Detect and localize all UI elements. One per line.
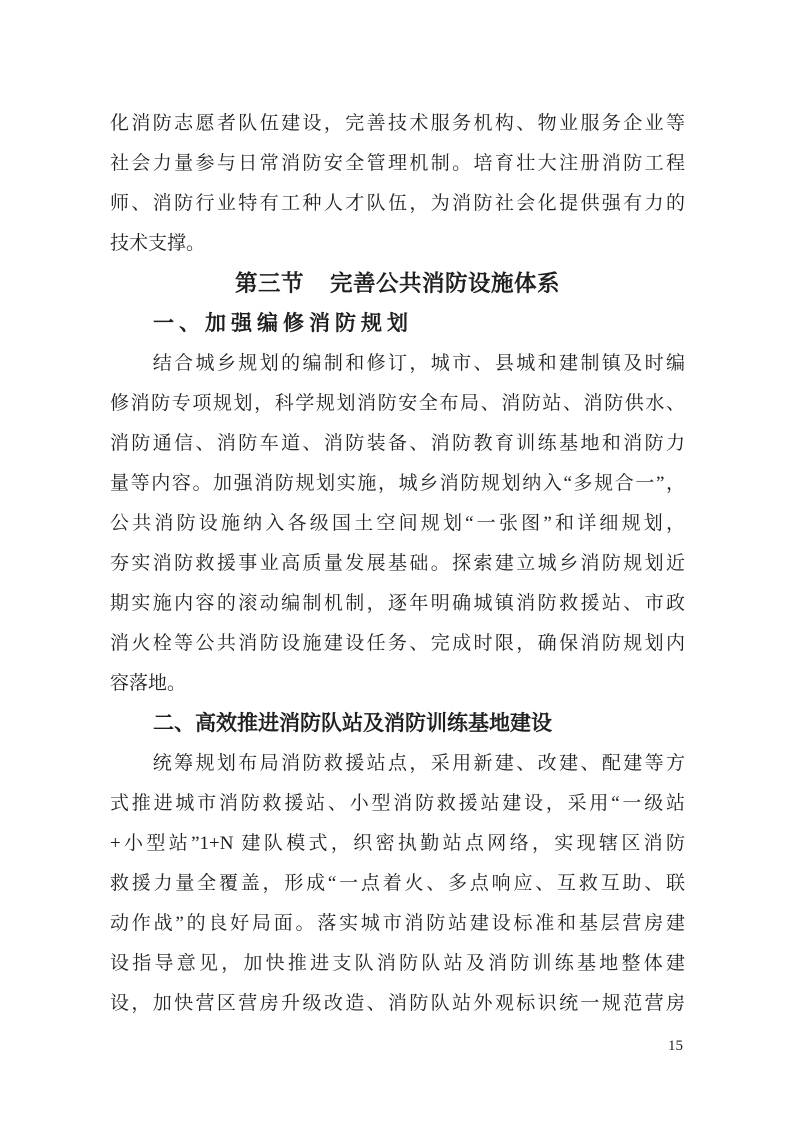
paragraph-2 — [110, 744, 685, 1024]
text-line: 公共消防设施纳入各级国土空间规划“一张图”和详细规划， — [110, 513, 685, 534]
text-line: 量等内容。加强消防规划实施，城乡消防规划纳入“多规合一”， — [110, 473, 685, 494]
text-line: 消防通信、消防车道、消防装备、消防教育训练基地和消防力 — [110, 433, 685, 454]
text-line: 式推进城市消防救援站、小型消防救援站建设，采用“一级站 — [110, 793, 685, 814]
text-line: 期实施内容的滚动编制机制，逐年明确城镇消防救援站、市政 — [110, 593, 685, 614]
section-label: 第三节 — [234, 271, 304, 296]
text-line: 修消防专项规划，科学规划消防安全布局、消防站、消防供水、 — [110, 393, 685, 414]
text-line: 化消防志愿者队伍建设，完善技术服务机构、物业服务企业等 — [110, 113, 685, 134]
text-line: 结合城乡规划的编制和修订，城市、县城和建制镇及时编 — [110, 353, 685, 374]
paragraph-1 — [110, 344, 685, 704]
page-body — [110, 104, 685, 1024]
continued-paragraph — [110, 104, 685, 264]
text-line: 消火栓等公共消防设施建设任务、完成时限，确保消防规划内 — [110, 633, 685, 654]
text-line: 容落地。 — [110, 673, 187, 694]
subsection-2-heading: 二、高效推进消防队站及消防训练基地建设 — [153, 712, 552, 735]
text-line: 设指导意见，加快推进支队消防队站及消防训练基地整体建 — [110, 953, 685, 974]
subsection-1-heading: 一、加强编修消防规划 — [153, 312, 413, 335]
text-line: 动作战”的良好局面。落实城市消防站建设标准和基层营房建 — [110, 913, 685, 934]
text-line: +小型站”1+N 建队模式，织密执勤站点网络，实现辖区消防 — [110, 833, 685, 854]
text-line: 设，加快营区营房升级改造、消防队站外观标识统一规范营房 — [110, 993, 685, 1014]
page-number: 15 — [668, 1038, 683, 1054]
section-heading — [110, 264, 685, 304]
text-line: 统筹规划布局消防救援站点，采用新建、改建、配建等方 — [110, 753, 685, 774]
text-line: 社会力量参与日常消防安全管理机制。培育壮大注册消防工程 — [110, 153, 685, 174]
text-line: 夯实消防救援事业高质量发展基础。探索建立城乡消防规划近 — [110, 553, 685, 574]
text-line: 救援力量全覆盖，形成“一点着火、多点响应、互救互助、联 — [110, 873, 685, 894]
section-title: 完善公共消防设施体系 — [330, 271, 561, 296]
text-line: 技术支撑。 — [110, 233, 206, 254]
text-line: 师、消防行业特有工种人才队伍，为消防社会化提供强有力的 — [110, 193, 685, 214]
